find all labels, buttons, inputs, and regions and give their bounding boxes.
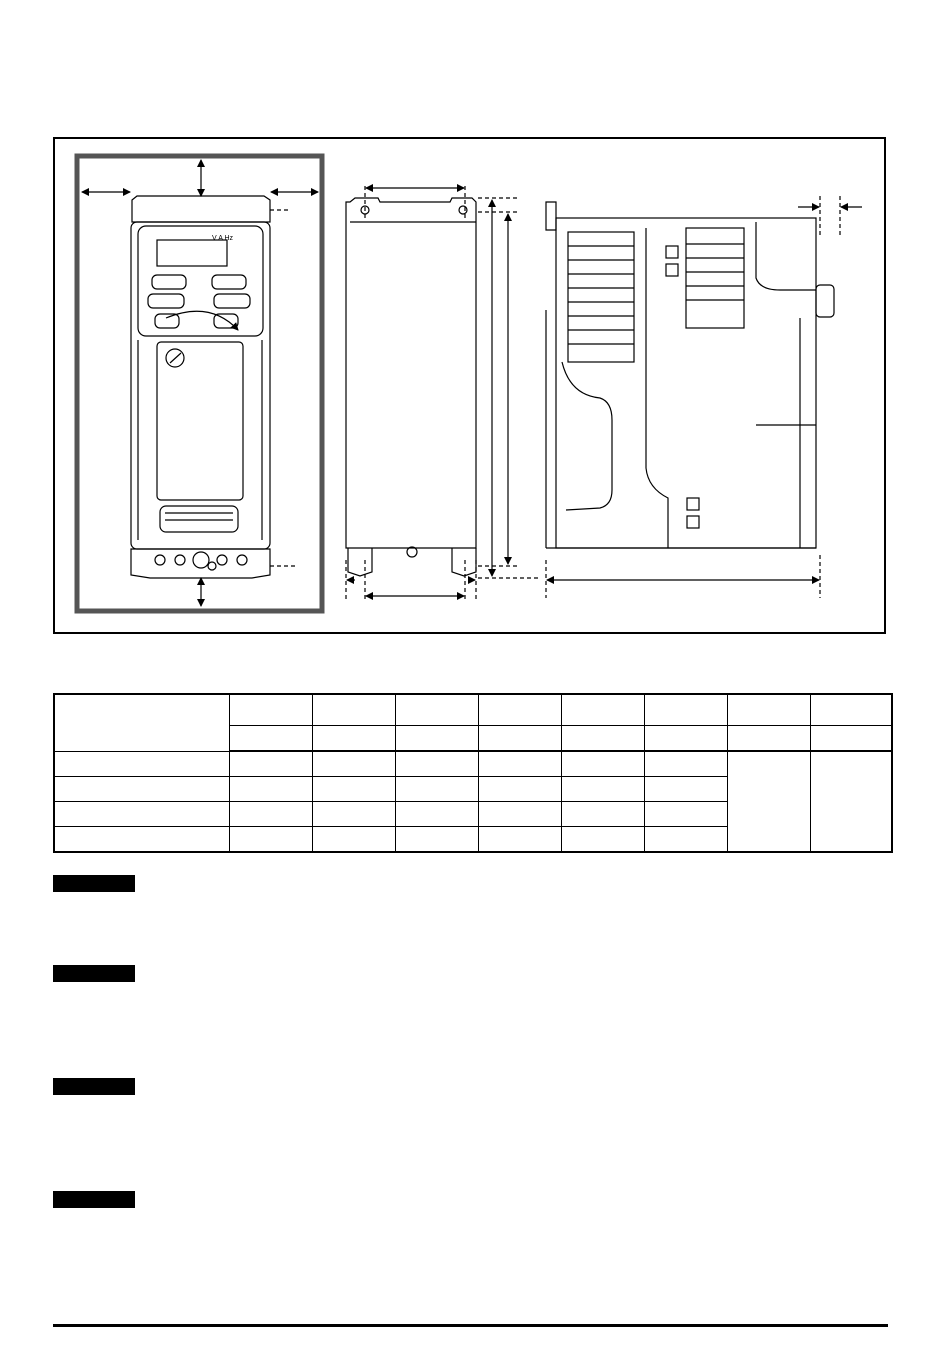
table-subheader-cell (727, 726, 810, 752)
table-cell (561, 802, 644, 827)
table-subheader-cell (229, 726, 312, 752)
note-label-bar (53, 965, 135, 982)
table-cell (561, 827, 644, 853)
table-header-corner (54, 694, 229, 751)
table-subheader-cell (478, 726, 561, 752)
table-cell (229, 827, 312, 853)
table-cell (561, 777, 644, 802)
table-header-row (54, 694, 892, 726)
table-cell (229, 751, 312, 777)
table-subheader-cell (312, 726, 395, 752)
table-cell (312, 751, 395, 777)
table-cell (54, 802, 229, 827)
table-header-cell (727, 694, 810, 726)
svg-text:V A Hz: V A Hz (212, 235, 234, 242)
table-row (54, 751, 892, 777)
table-subheader-cell (810, 726, 892, 752)
table-cell (395, 802, 478, 827)
table-cell (312, 777, 395, 802)
table-cell (395, 777, 478, 802)
side-vents (568, 228, 744, 528)
table-subheader-cell (395, 726, 478, 752)
table-cell (478, 777, 561, 802)
table-header-cell (229, 694, 312, 726)
table-header-cell (312, 694, 395, 726)
table-cell (644, 751, 727, 777)
table-merged-cell (810, 751, 892, 852)
table-cell (54, 827, 229, 853)
dimensions-table (53, 693, 893, 853)
table-header-cell (644, 694, 727, 726)
table-cell (54, 751, 229, 777)
footer-rule (53, 1324, 888, 1327)
table-cell (312, 827, 395, 853)
table-header-cell (561, 694, 644, 726)
table-cell (644, 802, 727, 827)
front-view (77, 156, 322, 611)
table-header-cell (395, 694, 478, 726)
rear-view (346, 186, 540, 602)
table-header-cell (478, 694, 561, 726)
table-cell (229, 802, 312, 827)
table-cell (478, 802, 561, 827)
table-header-cell (810, 694, 892, 726)
table-cell (312, 802, 395, 827)
table-cell (395, 751, 478, 777)
table-cell (644, 827, 727, 853)
note-label-bar (53, 875, 135, 892)
note-label-bar (53, 1078, 135, 1095)
table-cell (561, 751, 644, 777)
table-merged-cell (727, 751, 810, 852)
clearance-zone-box (77, 156, 322, 611)
table-cell (478, 827, 561, 853)
table-cell (395, 827, 478, 853)
table-cell (229, 777, 312, 802)
table-cell (644, 777, 727, 802)
table-cell (478, 751, 561, 777)
side-view (546, 196, 862, 598)
note-label-bar (53, 1191, 135, 1208)
table-subheader-cell (561, 726, 644, 752)
table-subheader-cell (644, 726, 727, 752)
table-cell (54, 777, 229, 802)
